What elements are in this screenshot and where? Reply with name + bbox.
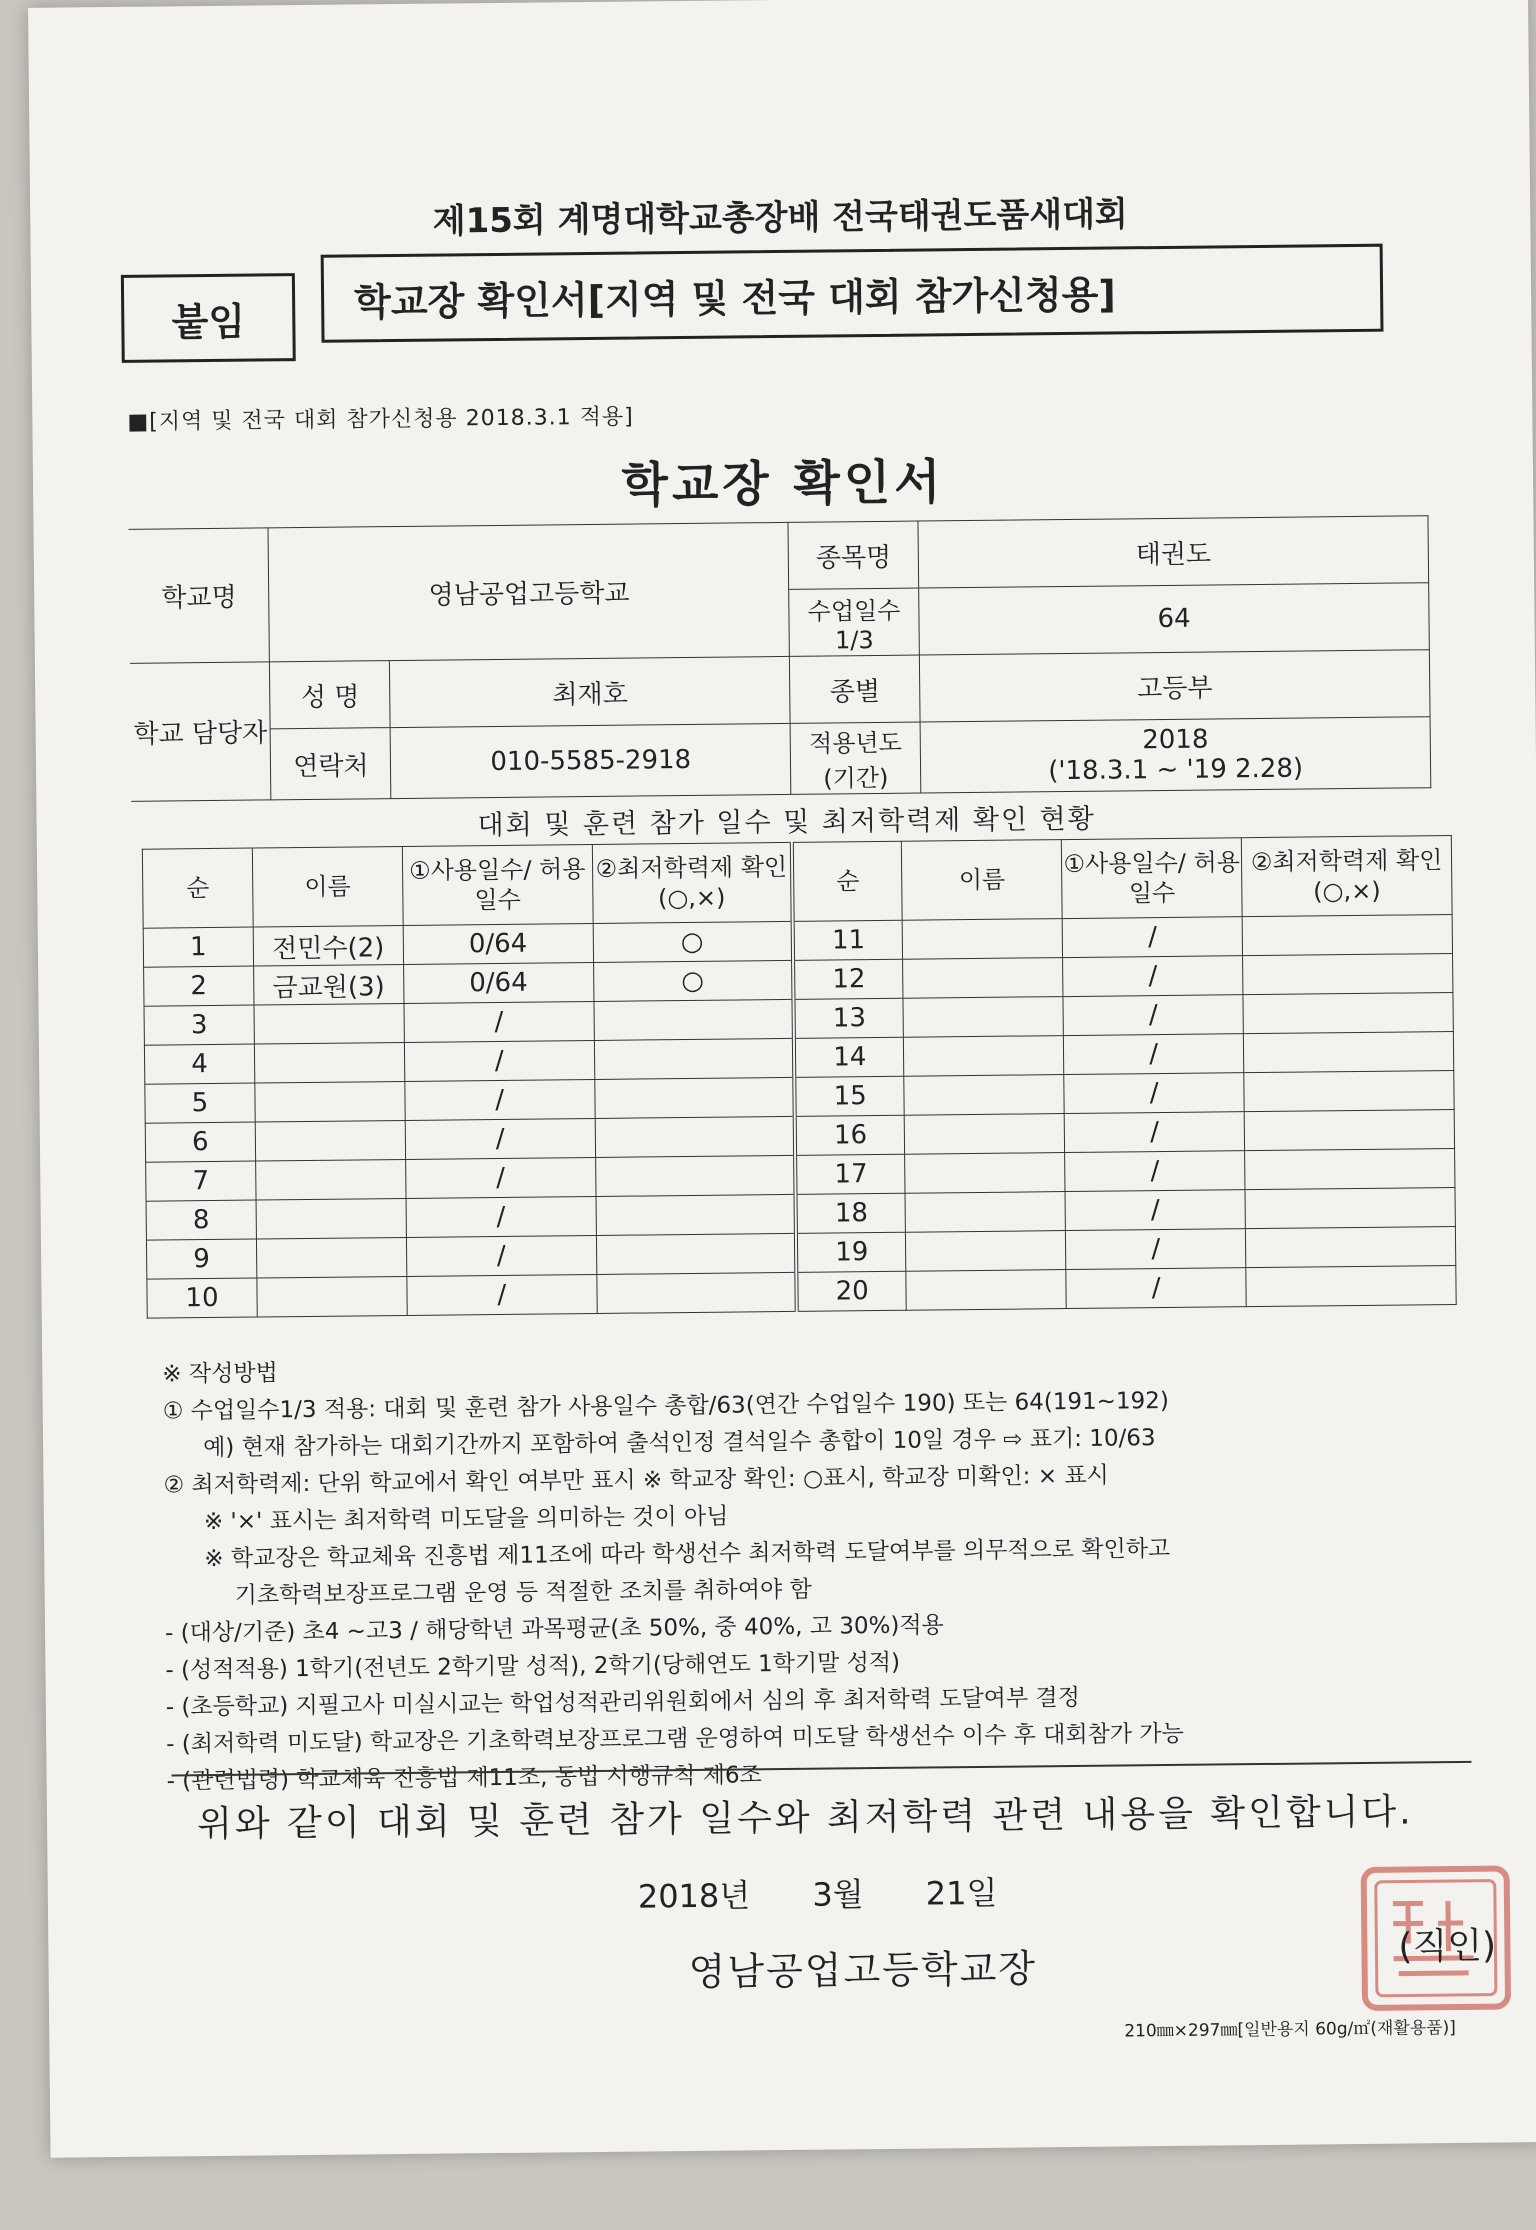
event-title: 제15회 계명대학교총장배 전국태권도품새대회 bbox=[432, 194, 1128, 242]
row-check bbox=[1245, 1226, 1455, 1267]
row-no: 20 bbox=[796, 1271, 906, 1311]
row-check bbox=[594, 999, 794, 1040]
class-days-label: 수업일수 1/3 bbox=[789, 588, 920, 656]
header-days: ①사용일수/ 허용일수 bbox=[402, 844, 593, 925]
row-days: / bbox=[1063, 995, 1243, 1036]
row-days: / bbox=[404, 1001, 594, 1042]
year-cell bbox=[920, 717, 1431, 793]
row-days: / bbox=[1062, 917, 1242, 958]
row-check bbox=[596, 1233, 796, 1274]
row-no: 11 bbox=[793, 920, 903, 960]
instruction-line: 예) 현재 참가하는 대회기간까지 포함하여 출석인정 결석일수 총합이 10일 경우 ⇨ 표기: 10/63 bbox=[202, 1425, 1156, 1462]
header-check: ②최저학력제 확인(○,×) bbox=[592, 842, 793, 923]
attachment-tag: 붙임 bbox=[121, 273, 296, 363]
header-no: 순 bbox=[142, 848, 253, 928]
row-days: / bbox=[405, 1079, 595, 1120]
row-no: 18 bbox=[796, 1193, 906, 1233]
row-days: 0/64 bbox=[403, 962, 593, 1003]
instruction-line: ※ 학교장은 학교체육 진흥법 제11조에 따라 학생선수 최저학력 도달여부를 의무적으로 확인하고 bbox=[204, 1535, 1171, 1573]
category: 고등부 bbox=[920, 650, 1431, 722]
instructions-heading: ※ 작성방법 bbox=[162, 1360, 278, 1388]
row-no: 1 bbox=[143, 927, 253, 967]
form-title: 학교장 확인서[지역 및 전국 대회 참가신청용] bbox=[321, 244, 1384, 343]
row-name bbox=[905, 1153, 1065, 1194]
row-check bbox=[596, 1194, 796, 1235]
participation-table bbox=[142, 835, 1457, 1319]
school-name-label: 학교명 bbox=[129, 528, 270, 663]
row-days: / bbox=[1066, 1268, 1246, 1309]
row-no: 4 bbox=[144, 1044, 254, 1084]
row-name bbox=[254, 1042, 404, 1083]
row-name bbox=[906, 1270, 1066, 1311]
row-check bbox=[1243, 992, 1453, 1033]
phone-label: 연락처 bbox=[271, 728, 392, 800]
instruction-line: ② 최저학력제: 단위 학교에서 확인 여부만 표시 ※ 학교장 확인: ○표시, 학교장 미확인: × 표시 bbox=[163, 1462, 1109, 1499]
date-month: 3월 bbox=[812, 1875, 864, 1914]
document-sheet bbox=[28, 0, 1536, 2158]
issue-date bbox=[638, 1867, 1050, 1917]
row-name bbox=[903, 919, 1063, 960]
row-check bbox=[1245, 1148, 1455, 1189]
row-name bbox=[905, 1114, 1065, 1155]
principal-signature: 영남공업고등학교장 bbox=[688, 1946, 1038, 1995]
row-name bbox=[904, 1075, 1064, 1116]
paper-spec: 210㎜×297㎜[일반용지 60g/㎡(재활용품)] bbox=[1124, 2018, 1456, 2042]
row-check bbox=[1246, 1265, 1456, 1306]
applicability-note: ■[지역 및 전국 대회 참가신청용 2018.3.1 적용] bbox=[127, 404, 634, 435]
instruction-line: ※ '×' 표시는 최저학력 미도달을 의미하는 것이 아님 bbox=[203, 1503, 729, 1536]
row-name: 금교원(3) bbox=[253, 964, 403, 1005]
header-days: ①사용일수/ 허용일수 bbox=[1062, 838, 1243, 919]
instruction-line: - (초등학교) 지필고사 미실시교는 학업성적관리위원회에서 심의 후 최저학력 도달여부 결정 bbox=[165, 1684, 1081, 1721]
row-no: 5 bbox=[145, 1083, 255, 1123]
row-days: / bbox=[1063, 956, 1243, 997]
row-days: 0/64 bbox=[403, 923, 593, 964]
row-no: 7 bbox=[146, 1161, 256, 1201]
row-days: / bbox=[406, 1196, 596, 1237]
row-no: 10 bbox=[147, 1278, 257, 1318]
row-name bbox=[903, 958, 1063, 999]
row-days: / bbox=[1064, 1073, 1244, 1114]
instruction-line: ① 수업일수1/3 적용: 대회 및 훈련 참가 사용일수 총합/63(연간 수업일수 190) 또는 64(191~192) bbox=[162, 1387, 1169, 1425]
row-days: / bbox=[1066, 1229, 1246, 1270]
row-no: 13 bbox=[793, 998, 903, 1038]
row-days: / bbox=[1064, 1034, 1244, 1075]
row-name bbox=[256, 1198, 406, 1239]
contact-name: 최재호 bbox=[390, 656, 791, 727]
instruction-line: - (관련법령) 학교체육 진흥법 제11조, 동법 시행규칙 제6조 bbox=[166, 1762, 762, 1795]
header-name: 이름 bbox=[902, 840, 1063, 921]
row-name: 전민수(2) bbox=[253, 925, 403, 966]
row-check bbox=[1244, 1109, 1454, 1150]
row-check bbox=[1243, 1031, 1453, 1072]
header-check: ②최저학력제 확인(○,×) bbox=[1241, 835, 1452, 916]
row-no: 9 bbox=[146, 1239, 256, 1279]
document-title: 학교장 확인서 bbox=[621, 454, 945, 514]
row-name bbox=[255, 1120, 405, 1161]
row-name bbox=[256, 1237, 406, 1278]
row-check bbox=[1242, 914, 1452, 955]
row-name bbox=[904, 1036, 1064, 1077]
instruction-line: - (성적적용) 1학기(전년도 2학기말 성적), 2학기(당해연도 1학기말 성적) bbox=[165, 1649, 901, 1684]
category-label: 종별 bbox=[790, 655, 921, 723]
row-check bbox=[1243, 953, 1453, 994]
row-days: / bbox=[405, 1157, 595, 1198]
row-check bbox=[594, 1077, 794, 1118]
instruction-line: - (최저학력 미도달) 학교장은 기초학력보장프로그램 운영하여 미도달 학생선수 이수 후 대회참가 가능 bbox=[166, 1720, 1184, 1758]
row-check bbox=[1245, 1187, 1455, 1228]
row-check bbox=[596, 1272, 796, 1313]
instructions bbox=[162, 1343, 1477, 1801]
row-no: 19 bbox=[796, 1232, 906, 1272]
row-days: / bbox=[1065, 1190, 1245, 1231]
date-year: 2018년 bbox=[637, 1876, 751, 1916]
row-name bbox=[903, 997, 1063, 1038]
row-days: / bbox=[406, 1235, 596, 1276]
row-no: 6 bbox=[145, 1122, 255, 1162]
row-days: / bbox=[1065, 1151, 1245, 1192]
class-days: 64 bbox=[919, 583, 1430, 655]
row-check bbox=[595, 1155, 795, 1196]
row-no: 17 bbox=[795, 1154, 905, 1194]
instruction-line: 기초학력보장프로그램 운영 등 적절한 조치를 취하여야 함 bbox=[234, 1576, 812, 1609]
school-name: 영남공업고등학교 bbox=[268, 522, 789, 661]
row-name bbox=[256, 1159, 406, 1200]
row-name bbox=[257, 1276, 407, 1317]
row-no: 14 bbox=[794, 1037, 904, 1077]
row-no: 2 bbox=[144, 966, 254, 1006]
school-info-table bbox=[129, 515, 1432, 802]
participation-section-title: 대회 및 훈련 참가 일수 및 최저학력제 확인 현황 bbox=[477, 803, 1096, 842]
row-days: / bbox=[407, 1274, 597, 1315]
row-check: ○ bbox=[593, 960, 793, 1001]
date-day: 21일 bbox=[925, 1873, 998, 1913]
year-label: 적용년도 (기간) bbox=[790, 722, 921, 794]
row-check bbox=[1244, 1070, 1454, 1111]
row-check: ○ bbox=[593, 921, 793, 962]
row-name bbox=[254, 1003, 404, 1044]
row-no: 8 bbox=[146, 1200, 256, 1240]
row-check bbox=[594, 1038, 794, 1079]
row-name bbox=[906, 1231, 1066, 1272]
period: ('18.3.1 ~ '19 2.28) bbox=[1048, 753, 1304, 787]
sport-label: 종목명 bbox=[788, 521, 919, 589]
row-no: 3 bbox=[144, 1005, 254, 1045]
sport: 태권도 bbox=[918, 516, 1429, 588]
row-no: 15 bbox=[794, 1076, 904, 1116]
seal-label: (직인) bbox=[1398, 1925, 1497, 1968]
name-label: 성 명 bbox=[270, 661, 391, 729]
header-name: 이름 bbox=[252, 846, 403, 927]
row-check bbox=[595, 1116, 795, 1157]
contact-person-label: 학교 담당자 bbox=[130, 662, 271, 801]
row-no: 12 bbox=[793, 959, 903, 999]
confirmation-statement: 위와 같이 대회 및 훈련 참가 일수와 최저학력 관련 내용을 확인합니다. bbox=[196, 1791, 1414, 1846]
row-no: 16 bbox=[795, 1115, 905, 1155]
row-days: / bbox=[405, 1118, 595, 1159]
row-days: / bbox=[404, 1040, 594, 1081]
row-days: / bbox=[1064, 1112, 1244, 1153]
phone: 010-5585-2918 bbox=[390, 723, 791, 798]
row-name bbox=[905, 1192, 1065, 1233]
year: 2018 bbox=[1142, 724, 1209, 756]
instruction-line: - (대상/기준) 초4 ~고3 / 해당학년 과목평균(초 50%, 중 40%, 고 30%)적용 bbox=[164, 1612, 944, 1647]
row-name bbox=[255, 1081, 405, 1122]
header-no: 순 bbox=[792, 841, 903, 921]
